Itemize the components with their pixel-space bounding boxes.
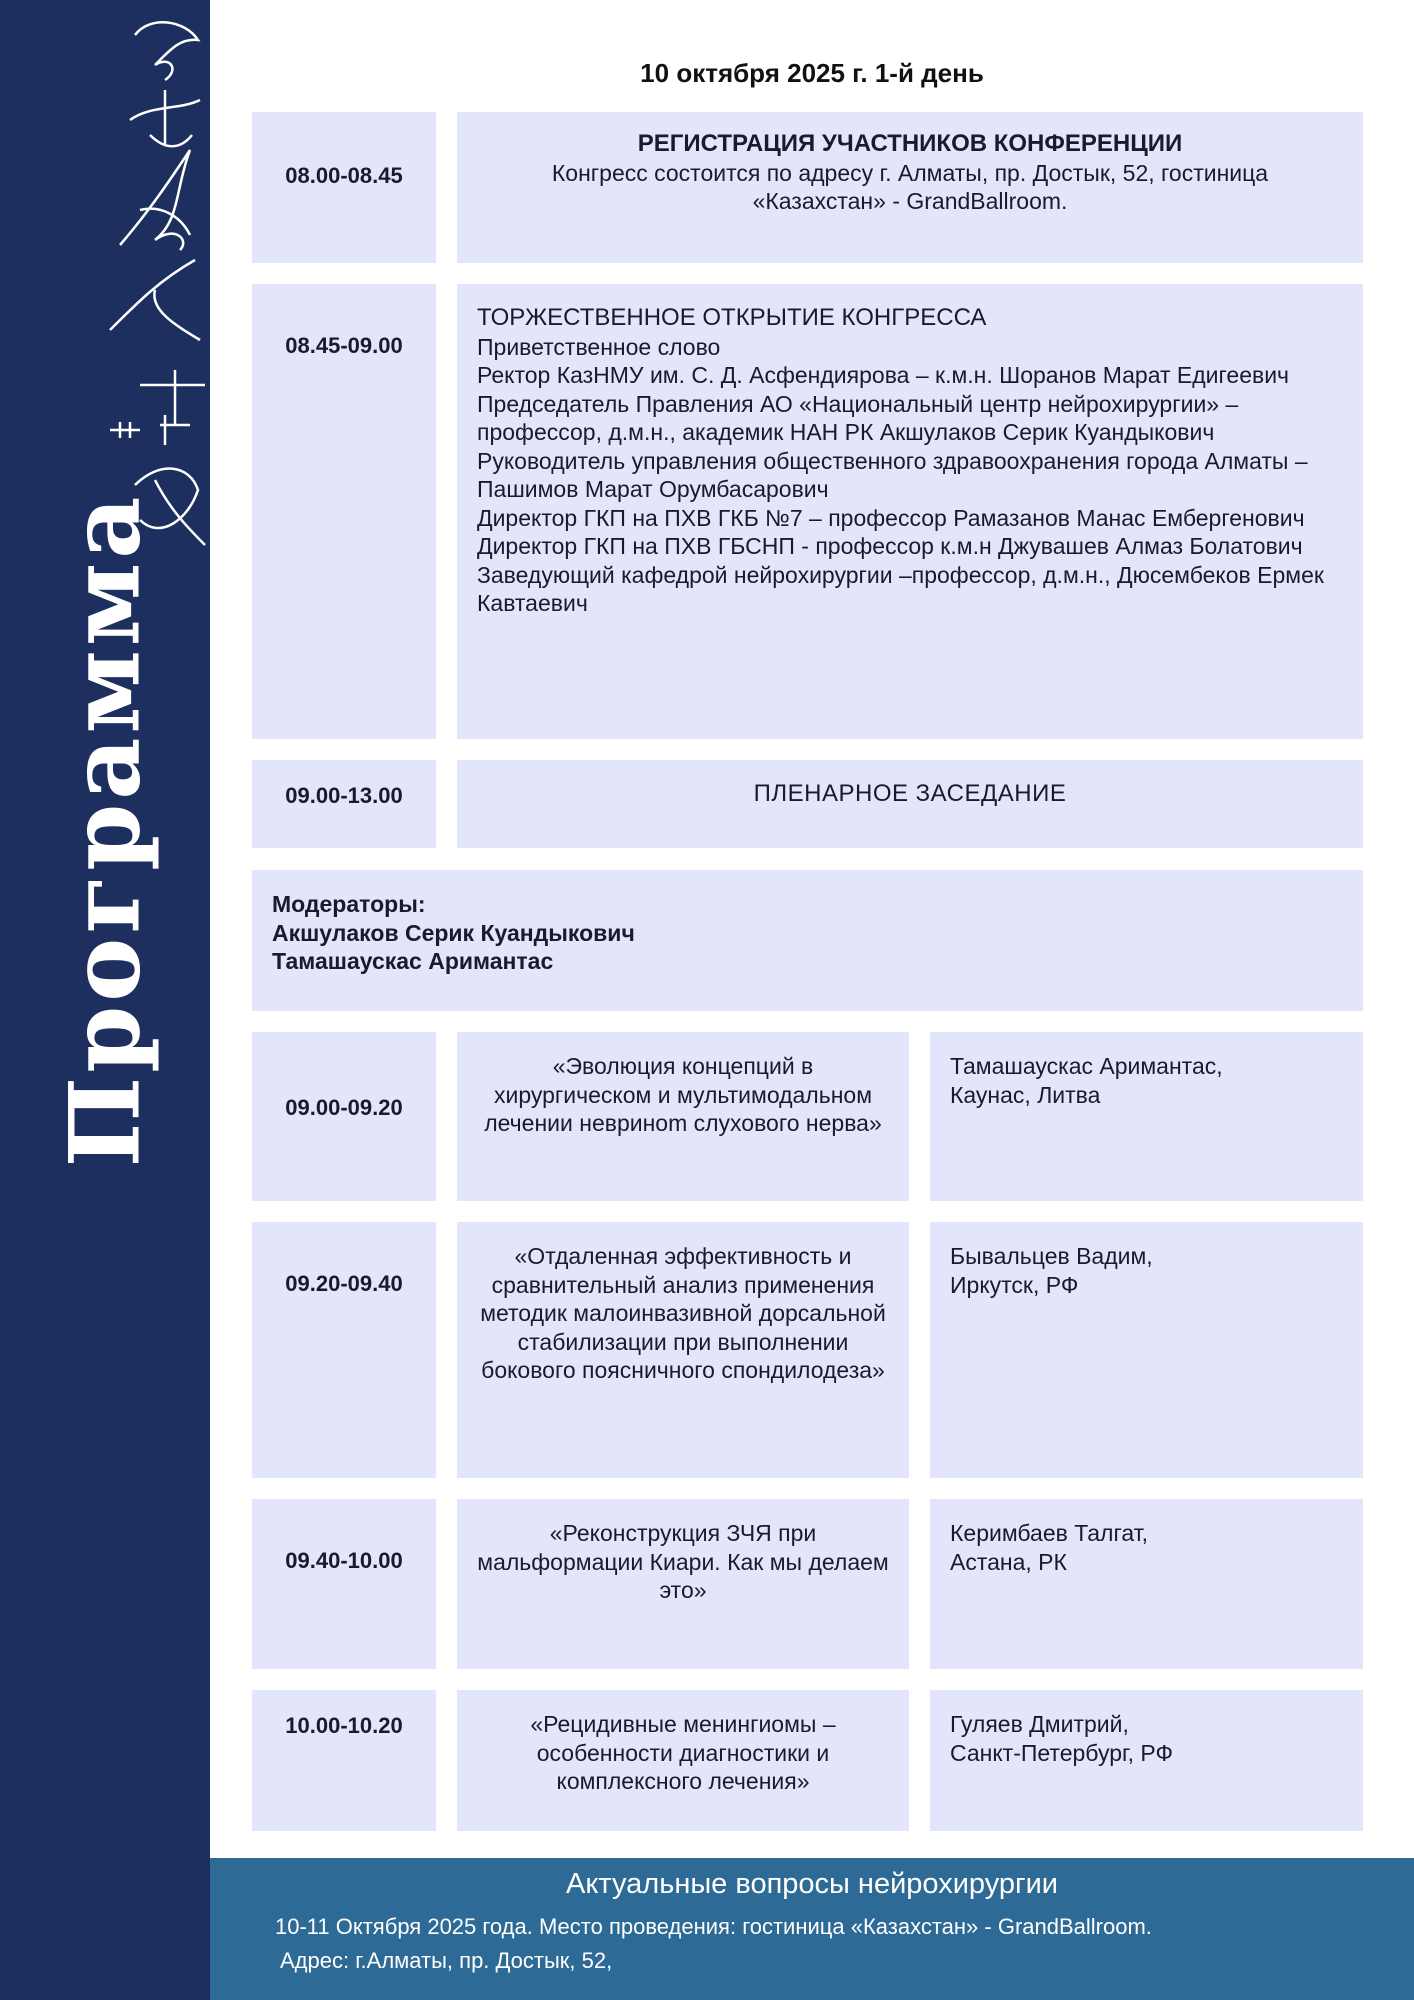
talk-title: «Реконструкция ЗЧЯ при мальформации Киари. Как мы делаем это» <box>457 1499 909 1669</box>
opening-greeting: Приветственное слово <box>477 333 721 360</box>
sidebar-title: Программа <box>48 492 162 1168</box>
opening-speaker-1: Ректор КазНМУ им. С. Д. Асфендиярова – к.м.н. Шоранов Марат Едигеевич <box>477 362 1290 388</box>
talk-title: «Эволюция концепций в хирургическом и мультимодальном лечении невриноm слухового нерва» <box>457 1032 909 1201</box>
opening-speaker-3: Руководитель управления общественного здравоохранения города Алматы – Пашимов Марат Орумбасарович <box>477 447 1308 502</box>
moderators-cell <box>252 870 1363 1011</box>
talk-speaker: Гуляев Дмитрий, <box>950 1711 1129 1737</box>
day-title: 10 октября 2025 г. 1-й день <box>640 58 984 88</box>
talk-speaker: Тамашаускас Аримантас, <box>950 1053 1223 1079</box>
footer-dates-venue: 10-11 Октября 2025 года. Место проведения: гостиница «Казахстан» - GrandBallroom. <box>275 1914 1152 1939</box>
registration-time: 08.00-08.45 <box>252 112 436 263</box>
talk-speaker-cell <box>930 1032 1363 1201</box>
footer-title: Актуальные вопросы нейрохирургии <box>566 1868 1058 1900</box>
talk-time: 09.20-09.40 <box>252 1222 436 1478</box>
talk-time: 09.00-09.20 <box>252 1032 436 1201</box>
talk-title: «Отдаленная эффективность и сравнительный анализ применения методик малоинвазивной дорсальной стабилизации при выполнении бокового поясничного спондилодеза» <box>457 1222 909 1478</box>
moderator-name: Тамашаускас Аримантас <box>272 948 554 974</box>
footer-address: Адрес: г.Алматы, пр. Достык, 52, <box>280 1948 613 1973</box>
plenary-time: 09.00-13.00 <box>252 760 436 848</box>
sidebar <box>0 0 210 2000</box>
talk-speaker-cell <box>930 1690 1363 1831</box>
talk-speaker: Бывальцев Вадим, <box>950 1243 1153 1269</box>
opening-speaker-2: Председатель Правления АО «Национальный центр нейрохирургии» – профессор, д.м.н., академик НАН РК Акшулаков Серик Куандыкович <box>477 390 1239 445</box>
opening-cell <box>457 284 1363 739</box>
talk-location: Астана, РК <box>950 1548 1067 1575</box>
opening-time: 08.45-09.00 <box>252 284 436 739</box>
footer <box>210 1858 1414 2000</box>
talk-location: Санкт-Петербург, РФ <box>950 1739 1173 1766</box>
talk-time: 09.40-10.00 <box>252 1499 436 1669</box>
opening-speaker-4: Директор ГКП на ПХВ ГКБ №7 – профессор Рамазанов Манас Ембергенович <box>477 504 1305 531</box>
talk-speaker: Керимбаев Талгат, <box>950 1520 1148 1546</box>
talk-speaker-cell <box>930 1222 1363 1478</box>
opening-speaker-6: Заведующий кафедрой нейрохирургии –профессор, д.м.н., Дюсембеков Ермек Кавтаевич <box>477 561 1324 616</box>
moderator-name: Акшулаков Серик Куандыкович <box>272 919 635 946</box>
registration-heading: РЕГИСТРАЦИЯ УЧАСТНИКОВ КОНФЕРЕНЦИИ <box>637 130 1183 157</box>
talk-location: Иркутск, РФ <box>950 1271 1079 1298</box>
opening-speaker-5: Директор ГКП на ПХВ ГБСНП - профессор к.м.н Джувашев Алмаз Болатович <box>477 533 1303 559</box>
opening-title: ТОРЖЕСТВЕННОЕ ОТКРЫТИЕ КОНГРЕССА <box>477 304 987 331</box>
talk-speaker-cell <box>930 1499 1363 1669</box>
moderators-label: Модераторы: <box>272 891 426 917</box>
talk-time: 10.00-10.20 <box>252 1690 436 1831</box>
registration-text: Конгресс состоится по адресу г. Алматы, пр. Достык, 52, гостиница «Казахстан» - GrandBallroom. <box>551 159 1269 214</box>
talk-title: «Рецидивные менингиомы – особенности диагностики и комплексного лечения» <box>457 1690 909 1831</box>
registration-cell <box>457 112 1363 263</box>
plenary-title: ПЛЕНАРНОЕ ЗАСЕДАНИЕ <box>457 760 1363 848</box>
almaty-decorative-lettering <box>80 10 210 550</box>
talk-location: Каунас, Литва <box>950 1081 1101 1108</box>
